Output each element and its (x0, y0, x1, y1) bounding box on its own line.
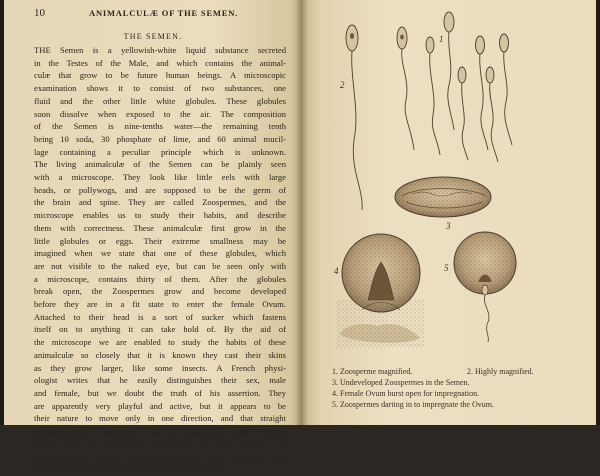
page-number: 10 (34, 7, 45, 19)
zoosperme-b (444, 12, 454, 130)
figure-4-ovum (336, 234, 424, 348)
caption-3: 3. Undeveloped Zoospermes in the Semen. (332, 378, 470, 387)
book-gutter (296, 0, 308, 425)
body-line: animalculæ so closely that it is known they cast their skins (34, 349, 286, 360)
body-line: of the Semen is nine-tenths water—the remaining tenth (34, 121, 286, 132)
body-line: find that combats frequently occur among them. They (34, 464, 220, 475)
body-line: forward—which movement has a connection with impreg- (34, 426, 286, 437)
body-line: and female, but we doubt the truth of his assertion. They (34, 387, 286, 398)
body-line: imagined when we state that one of these globules, which (34, 248, 286, 259)
body-line: the microscope we are enabled to study the habits of these (34, 337, 286, 348)
caption-1: 1. Zoosperme magnified. (332, 367, 413, 376)
body-line: fluid and the other little white globules. These globules (34, 95, 286, 106)
body-line: examination shows it to consist of two substances, one (34, 83, 286, 94)
figure-4-label: 4 (334, 266, 339, 276)
body-line: are not visible to the naked eye, but can be seen only with (34, 260, 286, 271)
right-page (302, 0, 596, 425)
running-head-title: ANIMALCULÆ OF THE SEMEN. (89, 8, 239, 18)
body-line: break open, the Zoospermes grow and become developed (34, 286, 286, 297)
figure-5-label: 5 (444, 263, 449, 273)
figure-captions (332, 366, 582, 410)
caption-2: 2. Highly magnified. (467, 367, 534, 376)
body-line: culæ that grow to be future human beings. A microscopic (34, 70, 286, 81)
body-line: THE Semen is a yellowish-white liquid substance secreted (34, 45, 286, 55)
body-line: The living animalculæ of the Semen can be plainly seen (34, 159, 286, 170)
body-line: microscope enables us to study their habits, and describe (34, 210, 286, 221)
zoosperme-e (500, 34, 513, 145)
body-line: nation that is explained elsewhere in these pages. In (34, 438, 286, 449)
body-line: a microscope, contains thirty of them. After the globules (34, 273, 286, 284)
zoosperme-d (476, 36, 489, 150)
left-page (4, 0, 302, 475)
body-line: as they grow larger, like some insects. A French physi- (34, 362, 286, 373)
body-line: in the Testes of the Male, and which contains the animal- (34, 57, 286, 68)
body-line: their nature to move only in one direction, and that straight (34, 413, 286, 424)
figure-3-label: 3 (446, 221, 451, 231)
body-line: are apparently very playful and active, but it appears to be (34, 400, 286, 411)
zoosperme-f (458, 67, 468, 160)
zoosperme-large (346, 25, 362, 210)
caption-4: 4. Female Ovum burst open for impregnation. (332, 389, 480, 398)
section-title: THE SEMEN. (123, 32, 183, 41)
body-line: Attached to their head is a sort of sucker which fastens (34, 311, 286, 322)
body-line: before they are in a fit state to enter the female Ovum. (34, 299, 286, 310)
figure-1-label: 1 (439, 34, 444, 44)
caption-5: 5. Zoospermes darting in to impregnate the Ovum. (332, 400, 494, 409)
zoosperme-a (397, 27, 414, 150)
body-line: being 10 soda, 30 phosphate of lime, and 60 animal mucil- (34, 133, 286, 144)
figure-2-label: 2 (340, 80, 345, 90)
body-text (34, 44, 286, 476)
body-line: heads, or pollywogs, and are supposed to be the germ of (34, 184, 286, 195)
body-line: itself on to anything it can take hold of. By the aid of (34, 324, 286, 335)
body-line: watching the motions of these curious little creatures, we (34, 451, 286, 462)
body-line: little globules or eggs. Their extreme smallness may be (34, 235, 286, 246)
body-line: ologist writes that he easily distinguishes their sex, male (34, 375, 286, 386)
body-line: the brain and spine. They are called Zoospermes, and the (34, 197, 286, 208)
body-line: soon dissolve when exposed to the air. The composition (34, 108, 286, 119)
figure-3-oval-mass (395, 177, 491, 217)
figure-5-ovum-impregnation (454, 232, 516, 342)
zoosperme-c (426, 37, 440, 155)
engraving-plate (302, 0, 596, 425)
body-line: them with correctness. These animalculæ first grow in the (34, 222, 286, 233)
body-line: with a microscope. They look like little eels with large (34, 172, 286, 183)
body-line: lage containing a peculiar principle which is unknown. (34, 146, 286, 157)
